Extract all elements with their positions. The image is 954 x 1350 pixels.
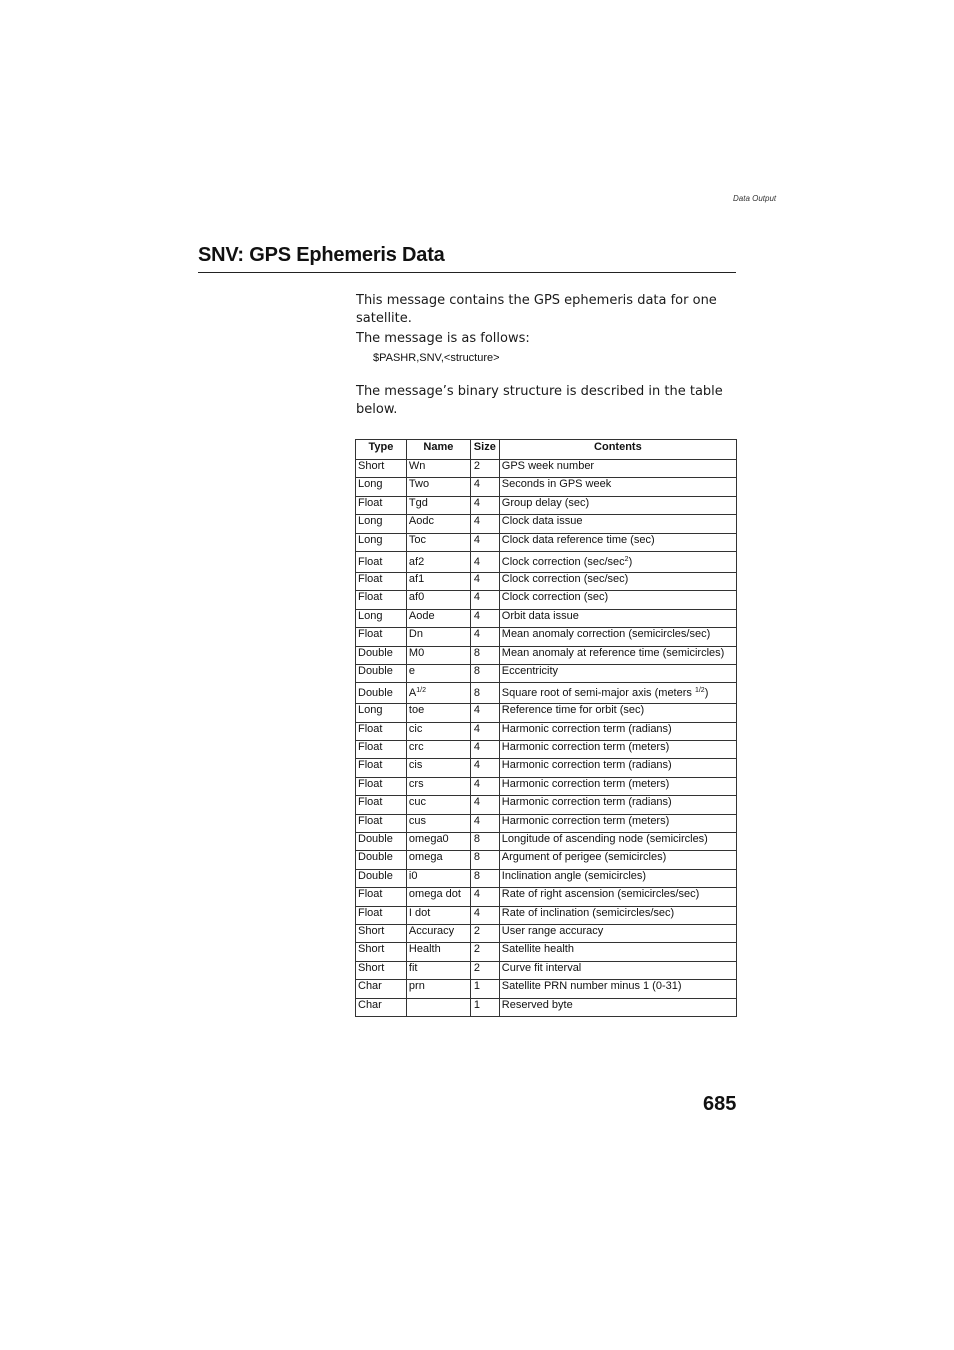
table-row	[356, 741, 737, 759]
header-name: Name	[406, 440, 470, 460]
follows-paragraph: The message is as follows:	[356, 331, 530, 346]
cell-type: Long	[356, 704, 407, 722]
cell-type: Float	[356, 777, 407, 795]
table-row	[356, 609, 737, 627]
cell-size: 1	[470, 998, 499, 1016]
cell-type: Long	[356, 478, 407, 496]
table-row	[356, 961, 737, 979]
cell-type: Float	[356, 888, 407, 906]
cell-size: 8	[470, 646, 499, 664]
cell-type: Float	[356, 796, 407, 814]
table-row	[356, 888, 737, 906]
cell-size: 4	[470, 888, 499, 906]
cell-contents: Reference time for orbit (sec)	[499, 704, 736, 722]
cell-type: Char	[356, 980, 407, 998]
cell-size: 2	[470, 924, 499, 942]
cell-name: Toc	[406, 533, 470, 551]
cell-name: af0	[406, 591, 470, 609]
cell-name: e	[406, 664, 470, 682]
cell-name: cuc	[406, 796, 470, 814]
cell-contents: Clock correction (sec/sec)	[499, 572, 736, 590]
cell-size: 4	[470, 722, 499, 740]
cell-name: af1	[406, 572, 470, 590]
cell-type: Float	[356, 551, 407, 572]
cell-contents: Seconds in GPS week	[499, 478, 736, 496]
table-row	[356, 924, 737, 942]
cell-name: cic	[406, 722, 470, 740]
cell-name: omega0	[406, 833, 470, 851]
table-row	[356, 704, 737, 722]
cell-name: toe	[406, 704, 470, 722]
cell-name: Wn	[406, 460, 470, 478]
cell-contents: Clock correction (sec)	[499, 591, 736, 609]
table-row	[356, 833, 737, 851]
cell-contents: Harmonic correction term (radians)	[499, 759, 736, 777]
cell-name: i0	[406, 869, 470, 887]
cell-size: 8	[470, 869, 499, 887]
cell-size: 4	[470, 478, 499, 496]
cell-size: 8	[470, 683, 499, 704]
cell-name: I dot	[406, 906, 470, 924]
table-row	[356, 796, 737, 814]
cell-size: 4	[470, 777, 499, 795]
table-row	[356, 777, 737, 795]
cell-name: omega	[406, 851, 470, 869]
table-row	[356, 478, 737, 496]
cell-size: 8	[470, 833, 499, 851]
table-row	[356, 851, 737, 869]
section-title: SNV: GPS Ephemeris Data	[198, 244, 445, 266]
cell-size: 4	[470, 496, 499, 514]
cell-size: 4	[470, 609, 499, 627]
cell-name: Dn	[406, 628, 470, 646]
cell-size: 2	[470, 961, 499, 979]
cell-contents: Harmonic correction term (radians)	[499, 722, 736, 740]
header-size: Size	[470, 440, 499, 460]
cell-contents: User range accuracy	[499, 924, 736, 942]
cell-name: Accuracy	[406, 924, 470, 942]
cell-size: 1	[470, 980, 499, 998]
table-row	[356, 572, 737, 590]
cell-name: af2	[406, 551, 470, 572]
cell-contents: Clock data issue	[499, 515, 736, 533]
cell-type: Float	[356, 741, 407, 759]
cell-name: Aodc	[406, 515, 470, 533]
cell-contents: Curve fit interval	[499, 961, 736, 979]
cell-size: 4	[470, 814, 499, 832]
cell-contents: Satellite PRN number minus 1 (0-31)	[499, 980, 736, 998]
cell-type: Double	[356, 683, 407, 704]
cell-contents: Harmonic correction term (meters)	[499, 777, 736, 795]
cell-size: 4	[470, 741, 499, 759]
table-row	[356, 628, 737, 646]
cell-type: Float	[356, 628, 407, 646]
cell-contents: Satellite health	[499, 943, 736, 961]
cell-size: 8	[470, 664, 499, 682]
cell-contents: Rate of right ascension (semicircles/sec)	[499, 888, 736, 906]
table-row	[356, 551, 737, 572]
table-body	[356, 460, 737, 1017]
table-row	[356, 722, 737, 740]
table-row	[356, 496, 737, 514]
cell-contents: Mean anomaly at reference time (semicircles)	[499, 646, 736, 664]
cell-size: 4	[470, 572, 499, 590]
snv-structure-table	[355, 439, 737, 1017]
cell-type: Short	[356, 943, 407, 961]
table-row	[356, 591, 737, 609]
header-contents: Contents	[499, 440, 736, 460]
cell-type: Long	[356, 515, 407, 533]
cell-contents: Reserved byte	[499, 998, 736, 1016]
cell-contents: Square root of semi-major axis (meters $^{1/2}$)	[499, 683, 736, 704]
cell-name: Health	[406, 943, 470, 961]
table-row	[356, 460, 737, 478]
cell-type: Float	[356, 572, 407, 590]
table-row	[356, 646, 737, 664]
cell-size: 4	[470, 591, 499, 609]
cell-size: 4	[470, 551, 499, 572]
cell-type: Float	[356, 906, 407, 924]
cell-contents: Harmonic correction term (meters)	[499, 741, 736, 759]
cell-type: Double	[356, 833, 407, 851]
cell-name: cis	[406, 759, 470, 777]
cell-type: Char	[356, 998, 407, 1016]
cell-name: prn	[406, 980, 470, 998]
table-row	[356, 869, 737, 887]
table-row	[356, 906, 737, 924]
cell-type: Double	[356, 869, 407, 887]
table-row	[356, 814, 737, 832]
cell-type: Double	[356, 646, 407, 664]
cell-size: 8	[470, 851, 499, 869]
cell-type: Long	[356, 609, 407, 627]
cell-contents: Harmonic correction term (meters)	[499, 814, 736, 832]
table-row	[356, 515, 737, 533]
cell-name: Aode	[406, 609, 470, 627]
cell-contents: Mean anomaly correction (semicircles/sec)	[499, 628, 736, 646]
table-row	[356, 533, 737, 551]
cell-type: Short	[356, 460, 407, 478]
table-row	[356, 759, 737, 777]
cell-name: cus	[406, 814, 470, 832]
cell-size: 4	[470, 759, 499, 777]
table-row	[356, 943, 737, 961]
cell-contents: Clock data reference time (sec)	[499, 533, 736, 551]
running-head: Data Output	[733, 194, 777, 203]
cell-type: Float	[356, 759, 407, 777]
cell-contents: Group delay (sec)	[499, 496, 736, 514]
cell-type: Short	[356, 924, 407, 942]
description-paragraph: The message’s binary structure is described in the table below.	[356, 384, 723, 417]
header-type: Type	[356, 440, 407, 460]
cell-type: Float	[356, 591, 407, 609]
cell-contents: Clock correction $(\sec/\sec^2)$	[499, 551, 736, 572]
cell-type: Float	[356, 722, 407, 740]
cell-size: 4	[470, 533, 499, 551]
cell-contents: Inclination angle (semicircles)	[499, 869, 736, 887]
cell-contents: GPS week number	[499, 460, 736, 478]
table-row	[356, 664, 737, 682]
cell-type: Long	[356, 533, 407, 551]
cell-contents: Eccentricity	[499, 664, 736, 682]
page-number: 685	[703, 1093, 737, 1115]
title-rule	[198, 272, 736, 273]
cell-type: Double	[356, 664, 407, 682]
cell-name: Two	[406, 478, 470, 496]
cell-size: 4	[470, 515, 499, 533]
cell-name: Tgd	[406, 496, 470, 514]
cell-size: 2	[470, 943, 499, 961]
cell-type: Short	[356, 961, 407, 979]
table-row	[356, 998, 737, 1016]
cell-size: 4	[470, 704, 499, 722]
cell-name: crc	[406, 741, 470, 759]
table-row	[356, 683, 737, 704]
cell-size: 2	[470, 460, 499, 478]
cell-name: crs	[406, 777, 470, 795]
cell-size: 4	[470, 628, 499, 646]
intro-paragraph: This message contains the GPS ephemeris data for one satellite.	[356, 293, 717, 326]
table-row	[356, 980, 737, 998]
cell-type: Float	[356, 814, 407, 832]
cell-name: omega dot	[406, 888, 470, 906]
cell-contents: Rate of inclination (semicircles/sec)	[499, 906, 736, 924]
cell-name	[406, 998, 470, 1016]
cell-type: Float	[356, 496, 407, 514]
cell-size: 4	[470, 906, 499, 924]
cell-contents: Orbit data issue	[499, 609, 736, 627]
cell-size: 4	[470, 796, 499, 814]
command-syntax: $PASHR,SNV,<structure>	[373, 352, 500, 364]
cell-contents: Argument of perigee (semicircles)	[499, 851, 736, 869]
table-header-row	[356, 440, 737, 460]
cell-name: $A^{1/2}$	[406, 683, 470, 704]
cell-contents: Longitude of ascending node (semicircles)	[499, 833, 736, 851]
cell-contents: Harmonic correction term (radians)	[499, 796, 736, 814]
cell-type: Double	[356, 851, 407, 869]
cell-name: fit	[406, 961, 470, 979]
cell-name: M0	[406, 646, 470, 664]
